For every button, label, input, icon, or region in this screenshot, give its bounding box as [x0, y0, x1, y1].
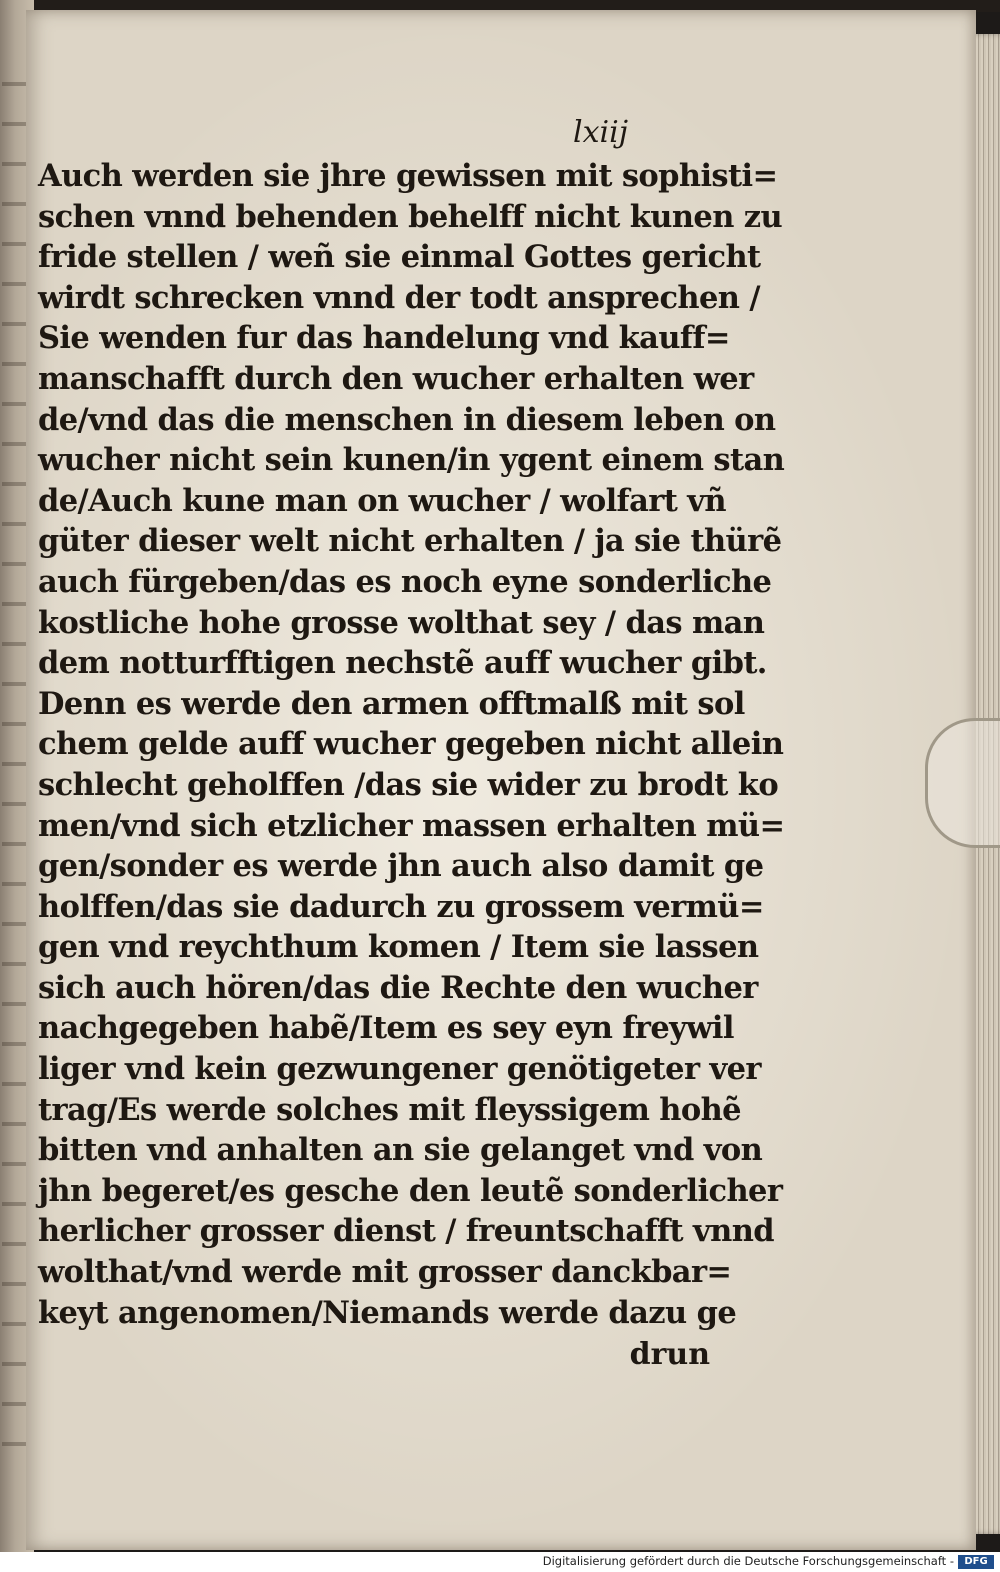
text-line: jhn begeret/es gesche den leutẽ sonderlicher [38, 1172, 783, 1209]
text-line: trag/Es werde solches mit fleyssigem hohẽ [38, 1091, 741, 1128]
text-line: schlecht geholffen /das sie wider zu brodt ko [38, 766, 779, 803]
text-line: wirdt schrecken vnnd der todt ansprechen / [38, 279, 760, 316]
text-line: güter dieser welt nicht erhalten / ja sie thürẽ [38, 523, 782, 560]
text-line: Sie wenden fur das handelung vnd kauff= [38, 320, 730, 357]
text-line: herlicher grosser dienst / freuntschafft vnnd [38, 1213, 775, 1250]
text-line: fride stellen / weñ sie einmal Gottes gericht [38, 239, 761, 276]
folio-number: lxiij [572, 115, 628, 150]
text-line: holffen/das sie dadurch zu grossem vermü= [38, 888, 764, 925]
text-line: wucher nicht sein kunen/in ygent einem stan [38, 442, 785, 479]
text-line: keyt angenomen/Niemands werde dazu ge [38, 1294, 737, 1331]
text-line: men/vnd sich etzlicher massen erhalten mü= [38, 807, 785, 844]
text-line: Denn es werde den armen offtmalß mit sol [38, 685, 745, 722]
text-line: gen/sonder es werde jhn auch also damit ge [38, 848, 764, 885]
catchword: drun [629, 1337, 710, 1373]
text-line: bitten vnd anhalten an sie gelanget vnd von [38, 1132, 763, 1169]
text-line: gen vnd reychthum komen / Item sie lassen [38, 929, 759, 966]
text-line: sich auch hören/das die Rechte den wucher [38, 969, 758, 1006]
text-line: kostliche hohe grosse wolthat sey / das man [38, 604, 765, 641]
text-line: nachgegeben habẽ/Item es sey eyn freywil [38, 1010, 734, 1047]
text-line: chem gelde auff wucher gegeben nicht allein [38, 726, 784, 763]
page-text-block [38, 110, 785, 1377]
text-line: wolthat/vnd werde mit grosser danckbar= [38, 1254, 732, 1291]
dfg-logo: DFG [958, 1555, 994, 1569]
text-line: auch fürgeben/das es noch eyne sonderliche [38, 563, 772, 600]
text-line: Auch werden sie jhre gewissen mit sophisti= [38, 158, 778, 194]
text-line: manschafft durch den wucher erhalten wer [38, 360, 754, 397]
page-clip [925, 718, 1000, 848]
text-line: de/vnd das die menschen in diesem leben on [38, 401, 776, 438]
text-line: liger vnd kein gezwungener genötigeter ver [38, 1051, 761, 1088]
text-line: de/Auch kune man on wucher / wolfart vñ [38, 482, 726, 519]
digitization-footer [0, 1552, 1000, 1572]
text-line: schen vnnd behenden behelff nicht kunen zu [38, 198, 783, 235]
funding-credit: Digitalisierung gefördert durch die Deutsche Forschungsgemeinschaft - [542, 1554, 954, 1568]
text-line: dem notturfftigen nechstẽ auff wucher gibt. [38, 645, 767, 682]
